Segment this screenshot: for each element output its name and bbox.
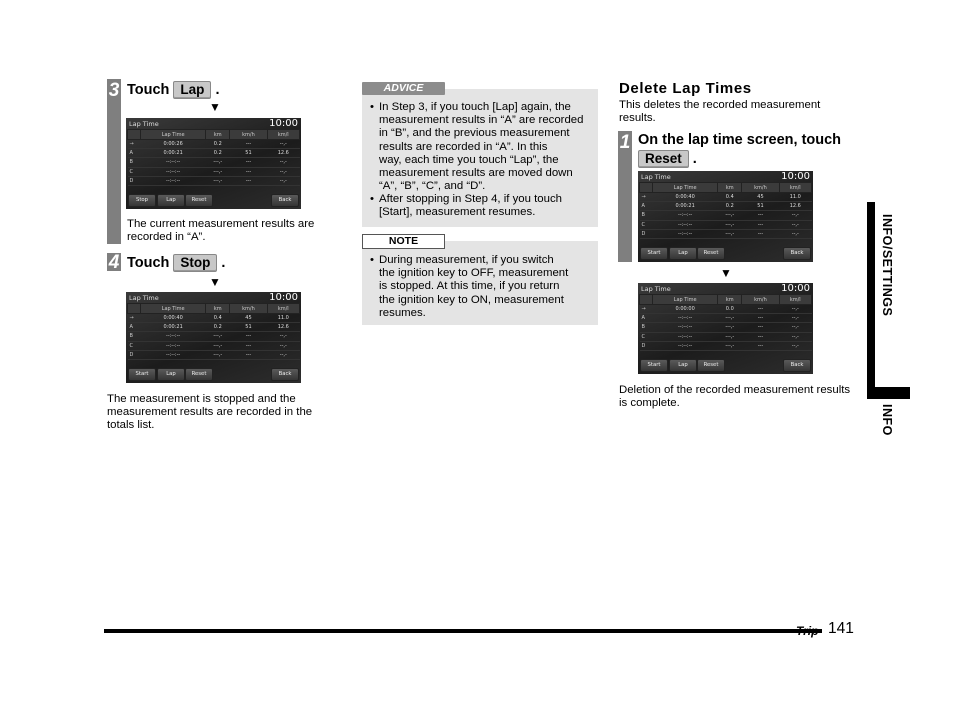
table-cell: ---,- [206,350,230,359]
table-row [640,202,812,211]
step-4-caption [107,393,312,432]
step-4-period: . [221,255,226,271]
table-cell: --- [230,350,267,359]
table-cell: A [128,149,141,158]
table-cell: --,- [779,332,811,341]
intro-line: This deletes the recorded measurement [619,99,821,111]
step-3-title [127,81,219,99]
lap-time-table [639,182,812,239]
table-cell: --- [230,176,267,185]
delete-caption [619,384,850,410]
table-cell: B [128,158,141,167]
table-cell: ---,- [718,323,742,332]
bullet-line: During measurement, if you switch [379,254,554,266]
table-cell: D [640,341,653,350]
screen-clock: 10:00 [781,283,810,294]
table-header: km [206,130,230,140]
table-cell: --:--:-- [141,350,206,359]
footer-rule [104,629,822,633]
caption-line: Deletion of the recorded measurement results [619,384,851,396]
table-cell: --:--:-- [141,176,206,185]
table-row [640,341,812,350]
screen-clock: 10:00 [269,118,298,129]
down-arrow-icon: ▼ [720,266,732,280]
table-cell: 0.4 [718,193,742,202]
table-header: km [718,295,742,305]
screen-title: Lap Time [641,285,671,293]
table-cell: A [128,323,141,332]
table-cell: --,- [267,140,299,149]
lap-button[interactable]: Lap [669,359,697,372]
table-cell: A [640,314,653,323]
step-3-touch-text: Touch [127,82,170,98]
step-4-touch-text: Touch [127,255,170,271]
caption-line: recorded in “A”. [127,231,206,243]
table-cell: 0.4 [206,314,230,323]
back-button[interactable]: Back [271,194,299,207]
table-cell: ---,- [718,220,742,229]
table-header [128,304,141,314]
table-cell: 0.2 [206,140,230,149]
table-cell: B [640,211,653,220]
table-cell: 0:00:00 [653,305,718,314]
bullet-line: resumes. [379,306,426,319]
table-cell: ---,- [718,211,742,220]
page-number: 141 [828,620,854,637]
table-cell: 0:00:26 [141,140,206,149]
table-row [128,140,300,149]
table-row [128,350,300,359]
table-row [128,341,300,350]
table-cell: D [640,229,653,238]
table-cell: --:--:-- [653,229,718,238]
table-row [128,167,300,176]
table-cell: --- [230,140,267,149]
bullet-line: [Start], measurement resumes. [379,206,536,219]
table-header: Lap Time [141,304,206,314]
table-cell: C [128,167,141,176]
table-cell: --- [230,158,267,167]
table-header: Lap Time [653,183,718,193]
table-row [640,229,812,238]
bullet-line: is stopped. At this time, if you return [379,280,560,293]
lap-time-screen-step4 [126,292,301,383]
step-1-number: 1 [619,132,631,153]
reset-button[interactable]: Reset [185,194,213,207]
caption-line: The current measurement results are [127,218,315,230]
table-header: km/h [230,304,267,314]
table-cell: C [128,341,141,350]
table-header: km/h [742,295,779,305]
table-cell: 12.6 [267,149,299,158]
bullet-line: way, each time you touch “Lap”, the [379,153,559,166]
table-cell: --- [230,167,267,176]
table-cell: --- [742,229,779,238]
table-row [128,176,300,185]
table-cell: --,- [779,220,811,229]
step-1-key-line [634,150,697,168]
table-row [640,211,812,220]
table-row [128,149,300,158]
lap-button[interactable]: Lap [157,194,185,207]
back-button[interactable]: Back [783,247,811,260]
back-button[interactable]: Back [783,359,811,372]
screen-title: Lap Time [129,120,159,128]
table-cell: --- [230,332,267,341]
table-cell: 45 [230,314,267,323]
table-cell: 0:00:40 [653,193,718,202]
table-cell: --:--:-- [653,341,718,350]
table-cell: --:--:-- [653,220,718,229]
table-cell: 0.2 [718,202,742,211]
table-cell: --- [742,211,779,220]
table-cell: → [640,193,653,202]
table-cell: 11.0 [779,193,811,202]
table-cell: --- [742,220,779,229]
table-header: km/l [779,183,811,193]
lap-time-table [127,129,300,186]
table-cell: --,- [267,167,299,176]
stop-button[interactable]: Stop [128,194,156,207]
table-cell: ---,- [206,341,230,350]
caption-line: The measurement is stopped and the [107,393,296,405]
table-row [128,314,300,323]
table-header: km [206,304,230,314]
table-cell: --:--:-- [653,332,718,341]
caption-line: measurement results are recorded in the [107,406,313,418]
table-header: Lap Time [141,130,206,140]
delete-lap-times-heading: Delete Lap Times [619,80,752,97]
bullet-line: In Step 3, if you touch [Lap] again, the [379,101,571,113]
table-cell: 12.6 [267,323,299,332]
step-1-title: On the lap time screen, touch [638,132,842,148]
table-cell: 0:00:40 [141,314,206,323]
table-cell: --- [742,305,779,314]
table-cell: --,- [779,305,811,314]
bullet-line: results are recorded in “A”. In this [379,140,548,153]
bullet-line: measurement results in “A” are recorded [379,114,584,127]
table-cell: 51 [230,323,267,332]
table-row [128,323,300,332]
start-button[interactable]: Start [640,247,668,260]
screen-title: Lap Time [641,173,671,181]
table-cell: C [640,220,653,229]
table-cell: 0:00:21 [141,323,206,332]
side-tab-bar [867,202,875,388]
side-tab-label: INFO [880,404,894,436]
reset-key-label: Reset [638,150,689,168]
table-cell: → [128,140,141,149]
table-cell: 51 [230,149,267,158]
caption-line: is complete. [619,397,680,409]
table-cell: --- [742,323,779,332]
table-header: km/l [267,130,299,140]
bullet-line: in “B”, and the previous measurement [379,127,570,140]
step-3-caption [127,218,314,244]
table-cell: D [128,176,141,185]
table-cell: ---,- [206,167,230,176]
table-cell: → [640,305,653,314]
table-header: km/l [779,295,811,305]
table-cell: --- [230,341,267,350]
table-row [640,323,812,332]
table-header: Lap Time [653,295,718,305]
table-cell: --,- [779,341,811,350]
table-cell: ---,- [206,158,230,167]
table-cell: --,- [267,158,299,167]
table-header [640,295,653,305]
table-cell: --:--:-- [653,323,718,332]
table-row [640,314,812,323]
table-row [128,332,300,341]
reset-button[interactable]: Reset [697,359,725,372]
table-cell: 0:00:21 [141,149,206,158]
bullet-line: measurement results are moved down [379,167,573,180]
back-button[interactable]: Back [271,368,299,381]
table-cell: --,- [779,211,811,220]
step-3-number: 3 [108,80,120,101]
table-cell: ---,- [718,314,742,323]
bullet-line: the ignition key to ON, measurement [379,293,564,306]
table-cell: --- [742,341,779,350]
table-cell: ---,- [718,341,742,350]
table-header [128,130,141,140]
lap-time-screen-step3 [126,118,301,209]
table-cell: --,- [267,332,299,341]
bullet-line: After stopping in Step 4, if you touch [379,193,562,205]
table-cell: 45 [742,193,779,202]
table-cell: ---,- [718,332,742,341]
table-cell: --:--:-- [141,167,206,176]
table-cell: --,- [779,323,811,332]
side-tab-marker [867,387,910,399]
lap-key-label: Lap [173,81,211,99]
caption-line: totals list. [107,419,155,431]
lap-button[interactable]: Lap [669,247,697,260]
lap-time-screen-before-reset [638,171,813,262]
table-cell: --,- [779,314,811,323]
table-cell: 0:00:21 [653,202,718,211]
table-cell: --- [742,332,779,341]
screen-title: Lap Time [129,294,159,302]
table-cell: 12.6 [779,202,811,211]
table-cell: → [128,314,141,323]
table-header: km/h [742,183,779,193]
step-1-period: . [692,151,697,167]
bullet-line: “A”, “B”, “C”, and “D”. [379,180,486,193]
table-row [128,158,300,167]
table-cell: --:--:-- [653,314,718,323]
table-cell: 11.0 [267,314,299,323]
lap-button[interactable]: Lap [157,368,185,381]
table-cell: --:--:-- [141,158,206,167]
table-cell: --:--:-- [141,332,206,341]
table-header [640,183,653,193]
table-cell: --- [742,314,779,323]
table-cell: ---,- [206,176,230,185]
table-row [640,305,812,314]
table-cell: --:--:-- [653,211,718,220]
table-cell: C [640,332,653,341]
table-cell: ---,- [206,332,230,341]
table-row [640,332,812,341]
table-cell: 51 [742,202,779,211]
screen-clock: 10:00 [269,292,298,303]
table-cell: B [640,323,653,332]
table-cell: --,- [779,229,811,238]
table-cell: D [128,350,141,359]
side-section-label: INFO/SETTINGS [880,214,894,317]
footer-section: Trip [796,624,819,638]
table-header: km/h [230,130,267,140]
lap-time-table [639,294,812,351]
table-cell: --,- [267,341,299,350]
down-arrow-icon: ▼ [209,100,221,114]
start-button[interactable]: Start [128,368,156,381]
table-row [640,220,812,229]
start-button[interactable]: Start [640,359,668,372]
step-3-period: . [215,82,220,98]
lap-time-screen-after-reset [638,283,813,374]
stop-key-label: Stop [173,254,217,272]
table-cell: B [128,332,141,341]
step-3-bar [107,79,121,244]
table-cell: 0.0 [718,305,742,314]
table-cell: ---,- [718,229,742,238]
step-4-title [127,254,225,272]
lap-time-table [127,303,300,360]
table-cell: 0.2 [206,323,230,332]
reset-button[interactable]: Reset [697,247,725,260]
table-cell: A [640,202,653,211]
table-header: km/l [267,304,299,314]
note-tag: NOTE [362,234,445,249]
table-cell: --,- [267,350,299,359]
table-cell: --:--:-- [141,341,206,350]
table-header: km [718,183,742,193]
step-4-number: 4 [108,252,120,273]
table-cell: --,- [267,176,299,185]
delete-intro [619,99,820,125]
bullet-line: the ignition key to OFF, measurement [379,267,569,280]
reset-button[interactable]: Reset [185,368,213,381]
screen-clock: 10:00 [781,171,810,182]
intro-line: results. [619,112,656,124]
down-arrow-icon: ▼ [209,275,221,289]
table-cell: 0.2 [206,149,230,158]
table-row [640,193,812,202]
advice-tag: ADVICE [362,82,445,95]
